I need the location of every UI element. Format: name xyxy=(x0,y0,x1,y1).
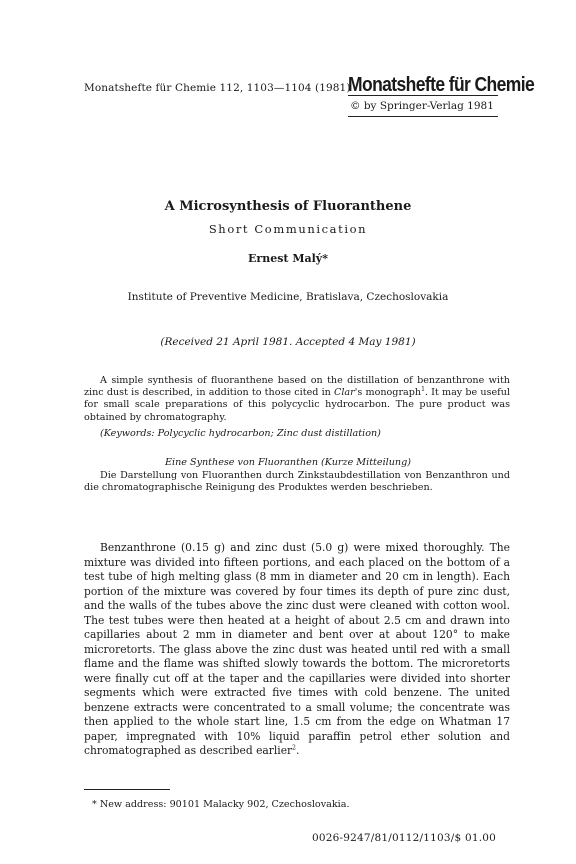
abstract-text-1: A simple synthesis of fluoranthene based on the distillation of benzanthrone with zinc dust is described, in addition to those cited in xyxy=(84,375,510,399)
article-subtitle: Short Communication xyxy=(208,222,368,236)
journal-reference: Monatshefte für Chemie 112, 1103—1104 (1981) xyxy=(84,82,351,94)
received-dates: (Received 21 April 1981. Accepted 4 May 1981) xyxy=(160,336,416,348)
body-paragraph xyxy=(84,541,510,759)
abstract-author-name: Clar xyxy=(334,387,355,399)
reference-marker: 2 xyxy=(292,744,296,752)
journal-brand-logo: Monatshefte für Chemie xyxy=(348,72,535,96)
footnote-separator xyxy=(84,789,170,790)
abstract-english xyxy=(84,375,510,424)
german-title: Eine Synthese von Fluoranthen (Kurze Mitteilung) xyxy=(165,457,411,468)
article-code: 0026-9247/81/0112/1103/$ 01.00 xyxy=(312,832,497,844)
abstract-text-2: 's monograph xyxy=(354,387,422,399)
reference-marker: 1 xyxy=(421,386,425,394)
abstract-text-3: . It may be useful for small scale preparations of this polycyclic hydrocarbon. The pure product was obtained by chromatography. xyxy=(84,387,510,423)
footnote: * New address: 90101 Malacky 902, Czechoslovakia. xyxy=(92,799,350,810)
brand-underline xyxy=(348,95,498,96)
body-text-end: . xyxy=(295,744,300,757)
author-affiliation: Institute of Preventive Medicine, Bratislava, Czechoslovakia xyxy=(127,291,449,303)
article-title: A Microsynthesis of Fluoranthene xyxy=(164,199,412,214)
copyright-underline xyxy=(348,116,498,117)
abstract-german: Die Darstellung von Fluoranthen durch Zinkstaubdestillation von Benzanthron und die chromatographische Reinigung des Produktes werden beschrieben. xyxy=(84,470,510,494)
copyright-line: © by Springer-Verlag 1981 xyxy=(350,100,494,112)
article-author: Ernest Malý* xyxy=(248,252,328,265)
body-text: Benzanthrone (0.15 g) and zinc dust (5.0 g) were mixed thoroughly. The mixture was divided into fifteen portions, and each placed on the bottom of a test tube of high melting glass (8 mm in diameter and 20 cm in length). Each portion of the mixture was covered by four times its depth of pure zinc dust, and the walls of the tubes above the zinc dust were cleaned with cotton wool. The test tubes were then heated at a height of about 2.5 cm and drawn into capillaries about 2 mm in diameter and bent over at about 120° to make microretorts. The glass above the zinc dust was heated until red with a small flame and the flame was shifted slowly towards the bottom. The microretorts were finally cut off at the taper and the capillaries were divided into shorter segments which were extracted five times with cold benzene. The united benzene extracts were concentrated to a small volume; the concentrate was then applied to the whole start line, 1.5 cm from the edge on Whatman 17 paper, impregnated with 10% liquid paraffin petrol ether solution and chromatographed as described earlier xyxy=(84,541,510,757)
keywords: (Keywords: Polycyclic hydrocarbon; Zinc dust distillation) xyxy=(100,428,381,439)
